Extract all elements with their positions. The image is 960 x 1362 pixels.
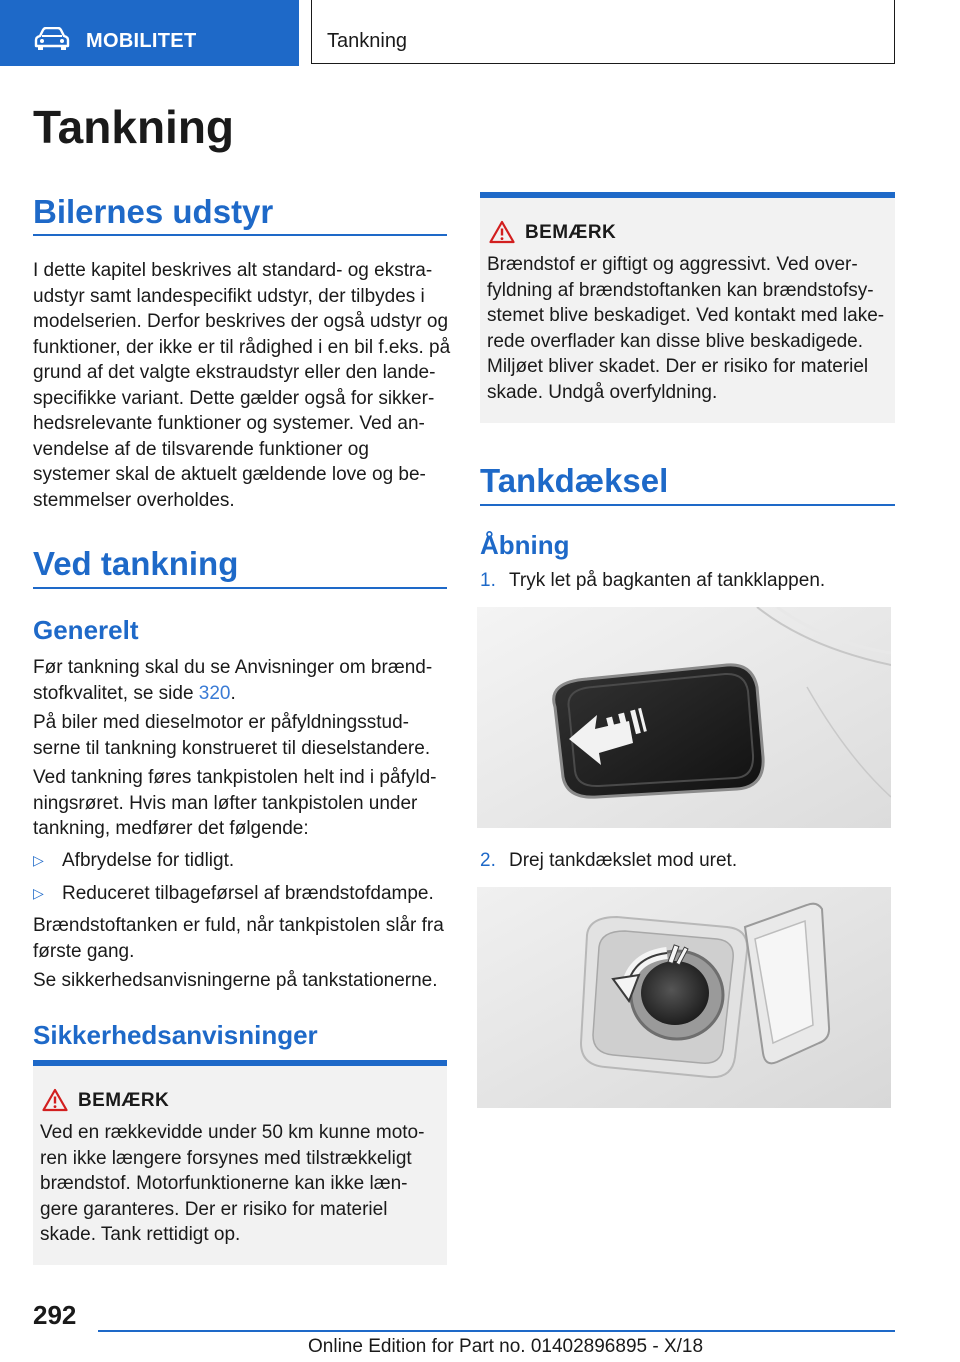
heading-general: Generelt [33, 615, 139, 645]
text-line: skade. Undgå overfyldning. [487, 381, 718, 403]
fuel-flap-illustration [477, 607, 891, 828]
text-line: systemer skal de aktuelt gældende love og be- [33, 464, 426, 485]
page-number: 292 [33, 1300, 77, 1330]
notice-title: BEMÆRK [525, 222, 617, 243]
text-line: hedsrelevante funktioner og systemer. Ved an- [33, 413, 425, 434]
list-item-text: Reduceret tilbageførsel af brændstofdampe. [62, 883, 434, 904]
text-line: stemmelser overholdes. [33, 489, 235, 511]
text-line: grund af det valgte ekstraudstyr eller den lande- [33, 362, 436, 383]
text-fragment: . [230, 682, 236, 704]
heading-fuel-cap: Tankdæksel [480, 462, 669, 499]
page-link[interactable]: 320 [198, 682, 231, 704]
nozzle-paragraph [33, 765, 436, 842]
text-line: skade. Tank rettidigt op. [40, 1224, 241, 1245]
step-number: 1. [480, 570, 496, 591]
diesel-paragraph [33, 710, 430, 761]
text-line: Før tankning skal du se Anvisninger om brænd- [33, 657, 433, 678]
text-line: Ved tankning føres tankpistolen helt ind i påfyld- [33, 767, 437, 788]
text-line: udstyr samt landespecifikt udstyr, der tilbydes i [33, 285, 425, 307]
text-line: På biler med dieselmotor er påfyldningsstud- [33, 712, 409, 733]
heading-opening: Åbning [480, 530, 570, 560]
page-title: Tankning [33, 101, 235, 153]
text-line: rede overflader kan disse blive beskadigede. [487, 330, 864, 352]
notice-title: BEMÆRK [78, 1090, 170, 1111]
full-paragraph [33, 913, 444, 964]
step-text: Tryk let på bagkanten af tankklappen. [509, 570, 826, 591]
heading-rule [480, 504, 895, 506]
car-icon [34, 27, 70, 51]
text-line: tankning, medfører det følgende: [33, 818, 309, 839]
text-line: Ved en rækkevidde under 50 km kunne moto- [40, 1122, 425, 1143]
text-line: modelserien. Derfor beskrives der også udstyr og [33, 311, 449, 332]
step-text: Drej tankdækslet mod uret. [509, 850, 738, 871]
notice-box [480, 192, 895, 423]
equipment-paragraph [33, 258, 450, 513]
notice-body [487, 252, 884, 405]
text-line: Brændstof er giftigt og aggressivt. Ved over- [487, 254, 858, 275]
fuel-cap-illustration [477, 887, 891, 1108]
text-line: ningsrøret. Hvis man løfter tankpistolen under [33, 792, 418, 814]
text-line: første gang. [33, 940, 135, 962]
text-line: Miljøet bliver skadet. Der er risiko for materiel [487, 356, 869, 377]
topic-label: Tankning [327, 30, 408, 52]
text-line: ren ikke længere forsynes med tilstrækkeligt [40, 1147, 412, 1169]
warning-icon [489, 220, 515, 244]
text-line: serne til tankning konstrueret til dieselstandere. [33, 737, 431, 759]
warning-icon [42, 1088, 68, 1112]
text-fragment: stofkvalitet, se side [33, 682, 199, 704]
section-tab[interactable] [0, 0, 299, 66]
general-paragraph [33, 655, 432, 706]
text-line: funktioner, der ikke er til rådighed i en bil f.eks. på [33, 336, 451, 358]
list-item-text: Afbrydelse for tidligt. [62, 850, 235, 871]
text-line: brændstof. Motorfunktionerne kan ikke læn- [40, 1173, 408, 1194]
footer-rule [98, 1330, 895, 1332]
section-label: MOBILITET [86, 30, 197, 52]
heading-equipment: Bilernes udstyr [33, 193, 274, 230]
notice-body [40, 1120, 424, 1248]
triangle-bullet-icon: ▷ [33, 885, 44, 901]
text-line: stemet blive beskadiget. Ved kontakt med lake- [487, 305, 885, 326]
triangle-bullet-icon: ▷ [33, 852, 44, 868]
text-line [33, 681, 432, 707]
step-number: 2. [480, 850, 496, 871]
station-paragraph [33, 968, 438, 994]
notice-box [33, 1060, 447, 1265]
heading-refuel: Ved tankning [33, 545, 239, 582]
edition-text: Online Edition for Part no. 01402896895 - X/18 [308, 1336, 704, 1357]
topic-tab[interactable] [311, 0, 895, 64]
text-line: Se sikkerhedsanvisningerne på tankstationerne. [33, 970, 438, 991]
text-line: fyldning af brændstoftanken kan brændstofsy- [487, 279, 874, 301]
text-line: gere garanteres. Der er risiko for materiel [40, 1198, 388, 1220]
heading-rule [33, 587, 447, 589]
heading-rule [33, 234, 447, 236]
text-line: vendelse af de tilsvarende funktioner og [33, 438, 369, 460]
text-line: specifikke variant. Dette gælder også for sikker- [33, 387, 435, 409]
text-line: Brændstoftanken er fuld, når tankpistolen slår fra [33, 915, 444, 936]
heading-safety: Sikkerhedsanvisninger [33, 1020, 318, 1050]
text-line: I dette kapitel beskrives alt standard- og ekstra- [33, 260, 433, 281]
